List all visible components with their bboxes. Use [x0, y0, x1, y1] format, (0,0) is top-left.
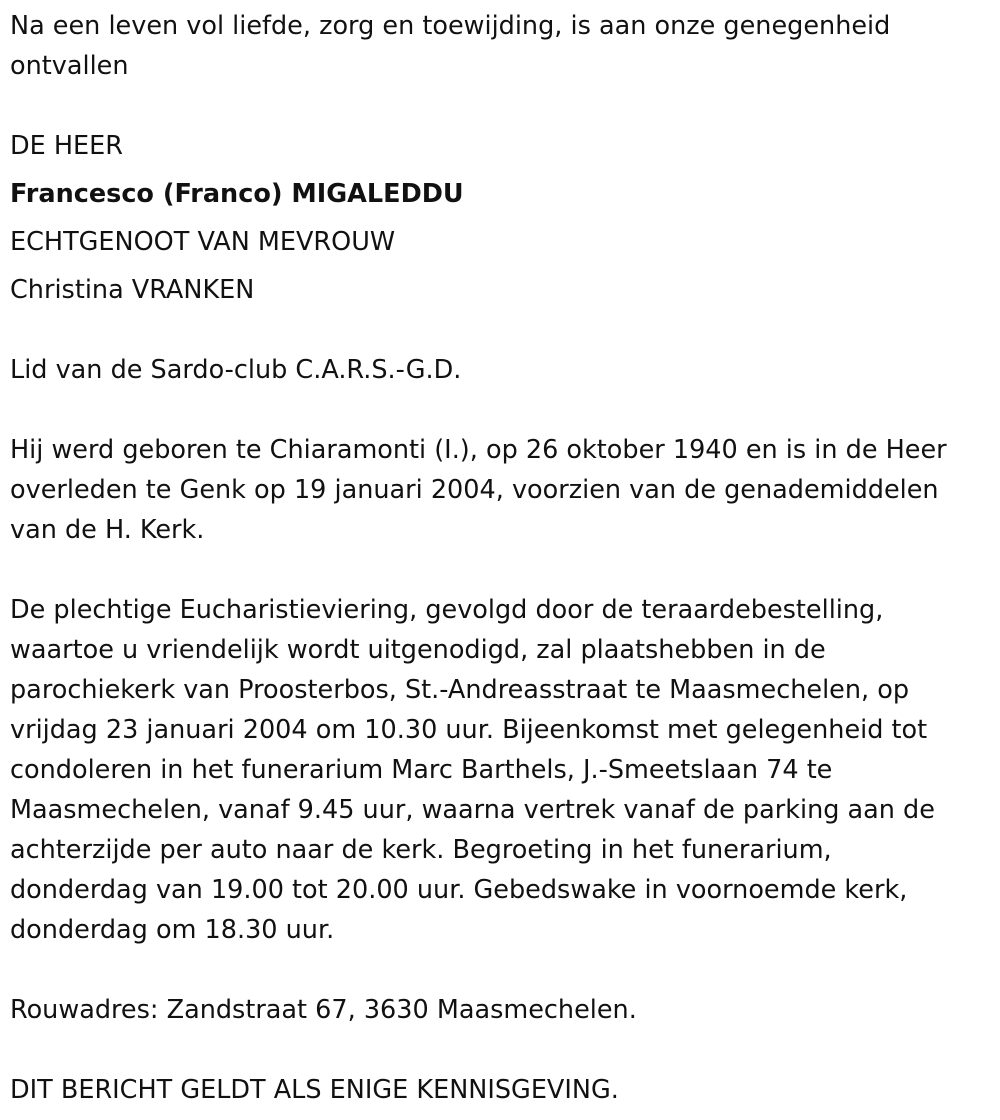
ceremony-line-4: vrijdag 23 januari 2004 om 10.30 uur. Bijeenkomst met gelegenheid tot: [10, 715, 928, 745]
ceremony-line-6: Maasmechelen, vanaf 9.45 uur, waarna vertrek vanaf de parking aan de: [10, 795, 935, 825]
birth-death-line-1: Hij werd geboren te Chiaramonti (I.), op 26 oktober 1940 en is in de Heer: [10, 435, 947, 465]
spacer: [10, 950, 990, 990]
deceased-block: [10, 126, 990, 310]
ceremony-line-8: donderdag van 19.00 tot 20.00 uur. Gebedswake in voornoemde kerk,: [10, 875, 908, 905]
address-line: Rouwadres: Zandstraat 67, 3630 Maasmechelen.: [10, 995, 637, 1025]
spacer: [10, 1030, 990, 1070]
ceremony-line-1: De plechtige Eucharistieviering, gevolgd door de teraardebestelling,: [10, 595, 884, 625]
ceremony-line-9: donderdag om 18.30 uur.: [10, 915, 335, 945]
spacer: [10, 310, 990, 350]
birth-death-paragraph: [10, 430, 990, 550]
spouse-label: ECHTGENOOT VAN MEVROUW: [10, 227, 396, 257]
ceremony-line-2: waartoe u vriendelijk wordt uitgenodigd, zal plaatshebben in de: [10, 635, 826, 665]
deceased-name: Francesco (Franco) MIGALEDDU: [10, 179, 464, 209]
birth-death-line-3: van de H. Kerk.: [10, 515, 205, 545]
membership-line: Lid van de Sardo-club C.A.R.S.-G.D.: [10, 355, 462, 385]
birth-death-line-2: overleden te Genk op 19 januari 2004, voorzien van de genademiddelen: [10, 475, 939, 505]
intro-line-1: Na een leven vol liefde, zorg en toewijding, is aan onze genegenheid: [10, 11, 891, 41]
deceased-title: DE HEER: [10, 131, 123, 161]
intro-line-2: ontvallen: [10, 51, 129, 81]
intro-paragraph: [10, 6, 990, 86]
notice-line: DIT BERICHT GELDT ALS ENIGE KENNISGEVING.: [10, 1075, 619, 1105]
ceremony-line-5: condoleren in het funerarium Marc Barthels, J.-Smeetslaan 74 te: [10, 755, 833, 785]
spacer: [10, 390, 990, 430]
spacer: [10, 550, 990, 590]
ceremony-paragraph: [10, 590, 990, 950]
spacer: [10, 86, 990, 126]
spouse-name: Christina VRANKEN: [10, 275, 255, 305]
ceremony-line-7: achterzijde per auto naar de kerk. Begroeting in het funerarium,: [10, 835, 832, 865]
ceremony-line-3: parochiekerk van Proosterbos, St.-Andreasstraat te Maasmechelen, op: [10, 675, 910, 705]
